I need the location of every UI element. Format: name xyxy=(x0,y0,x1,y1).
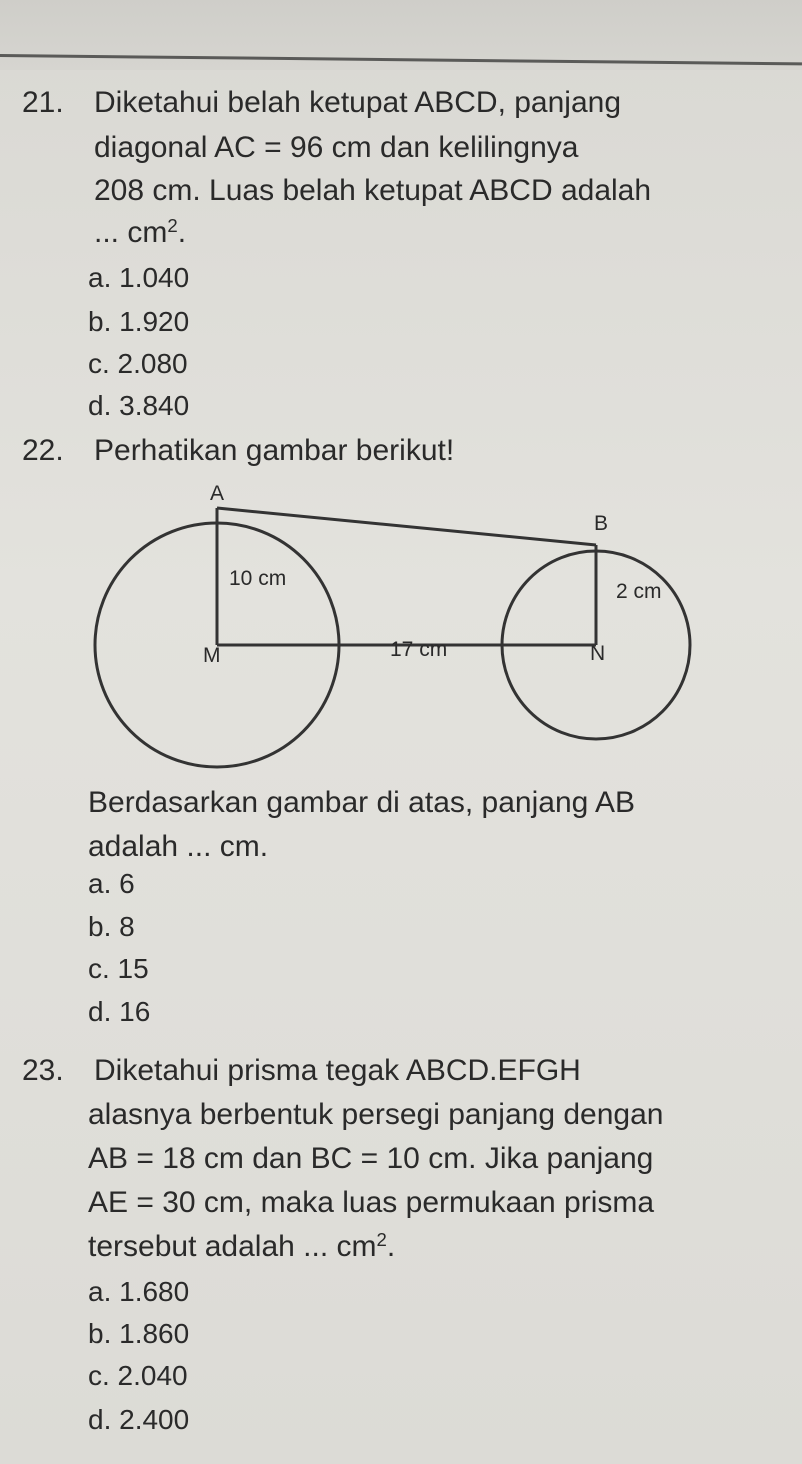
question-text-line: AB = 18 cm dan BC = 10 cm. Jika panjang xyxy=(88,1142,654,1175)
option-d: d. 16 xyxy=(88,996,151,1027)
label-m: M xyxy=(203,644,221,667)
tangent-line-ab xyxy=(217,508,596,545)
label-a: A xyxy=(210,482,225,505)
option-c: c. 15 xyxy=(88,953,149,984)
option-b: b. 8 xyxy=(88,911,135,942)
measure-radius-n: 2 cm xyxy=(616,580,662,603)
measure-radius-m: 10 cm xyxy=(229,567,287,590)
question-text-line: AE = 30 cm, maka luas permukaan prisma xyxy=(88,1186,655,1219)
option-d: d. 3.840 xyxy=(88,390,190,421)
option-b: b. 1.860 xyxy=(88,1318,190,1349)
option-c: c. 2.080 xyxy=(88,348,188,379)
label-b: B xyxy=(594,512,609,535)
question-number: 23. xyxy=(22,1054,64,1087)
option-c: c. 2.040 xyxy=(88,1360,188,1391)
question-number: 21. xyxy=(22,86,64,119)
question-text-line: ... $cm^2$. xyxy=(94,214,187,249)
question-text-line: tersebut adalah ... $cm^2$. xyxy=(88,1228,396,1263)
question-text-line: Diketahui belah ketupat ABCD, panjang xyxy=(94,86,622,119)
option-d: d. 2.400 xyxy=(88,1404,190,1435)
question-text-line: alasnya berbentuk persegi panjang dengan xyxy=(88,1098,664,1131)
question-text-line: Berdasarkan gambar di atas, panjang AB xyxy=(88,786,636,819)
question-number: 22. xyxy=(22,434,64,467)
question-text-line: Diketahui prisma tegak ABCD.EFGH xyxy=(94,1054,581,1087)
tangent-circles-figure xyxy=(0,470,802,770)
question-text-line: 208 cm. Luas belah ketupat ABCD adalah xyxy=(94,174,652,207)
option-a: a. 6 xyxy=(88,868,135,899)
question-text-line: Perhatikan gambar berikut! xyxy=(94,434,455,467)
option-b: b. 1.920 xyxy=(88,306,190,337)
question-text-line: diagonal AC = 96 cm dan kelilingnya xyxy=(94,131,579,164)
option-a: a. 1.680 xyxy=(88,1276,190,1307)
measure-distance-mn: 17 cm xyxy=(390,638,448,661)
question-text-line: adalah ... cm. xyxy=(88,830,269,863)
label-n: N xyxy=(590,642,606,665)
option-a: a. 1.040 xyxy=(88,262,190,293)
